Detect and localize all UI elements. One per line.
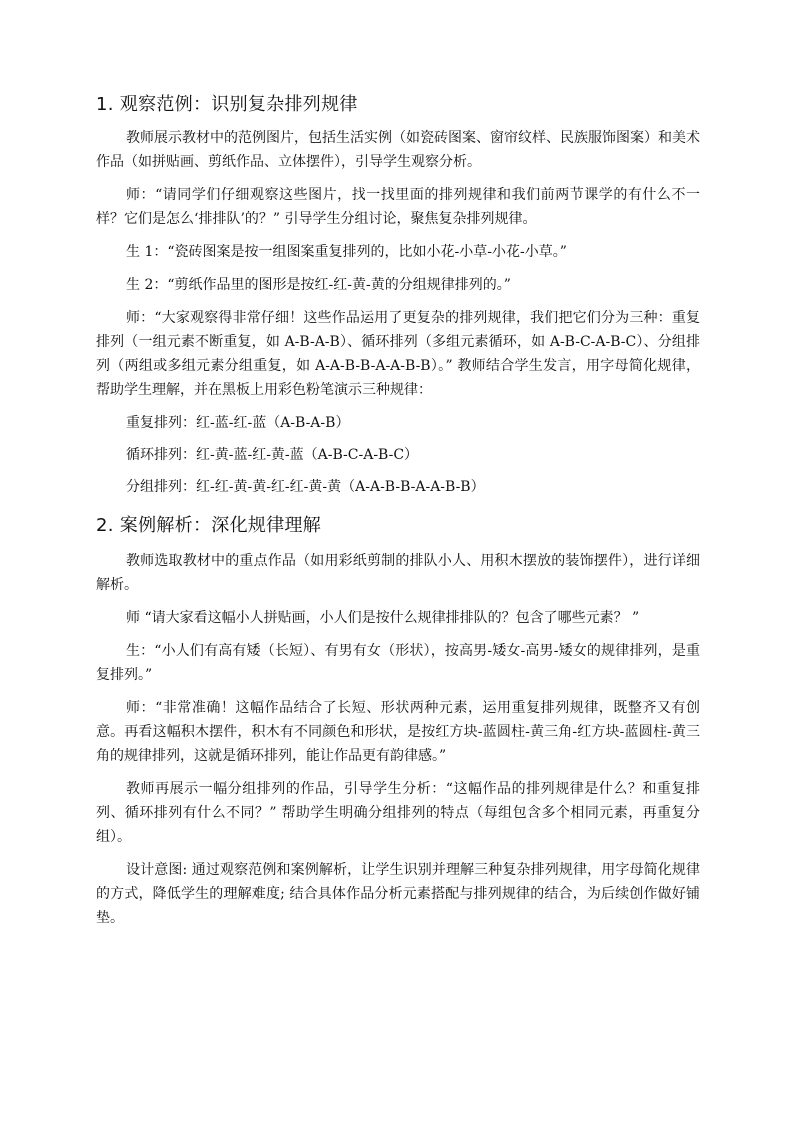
paragraph: 师：“非常准确！这幅作品结合了长短、形状两种元素，运用重复排列规律，既整齐又有创意。再看这幅积木摆件，积木有不同颜色和形状，是按红方块-蓝圆柱-黄三角-红方块-蓝圆柱-黄三角的规律排列，这就是循环排列，能让作品更有韵律感。” [96, 700, 700, 764]
rule-group: 分组排列：红-红-黄-黄-红-红-黄-黄（A-A-B-B-A-A-B-B） [126, 479, 485, 495]
section-1-title: 1. 观察范例：识别复杂排列规律 [96, 94, 358, 115]
document-page [96, 92, 700, 939]
rule-cycle: 循环排列：红-黄-蓝-红-黄-蓝（A-B-C-A-B-C） [126, 447, 419, 463]
design-intent-paragraph: 设计意图: 通过观察范例和案例解析，让学生识别并理解三种复杂排列规律，用字母简化规律的方式，降低学生的理解难度; 结合具体作品分析元素搭配与排列规律的结合，为后续创作做好铺垫。 [96, 862, 700, 926]
paragraph: 生 1：“瓷砖图案是按一组图案重复排列的，比如小花-小草-小花-小草。” [126, 244, 567, 260]
paragraph: 生：“小人们有高有矮（长短）、有男有女（形状），按高男-矮女-高男-矮女的规律排列，是重复排列。” [96, 643, 700, 683]
rule-repeat: 重复排列：红-蓝-红-蓝（A-B-A-B） [126, 415, 350, 431]
paragraph: 教师选取教材中的重点作品（如用彩纸剪制的排队小人、用积木摆放的装饰摆件），进行详细解析。 [96, 553, 700, 593]
paragraph: 师 “请大家看这幅小人拼贴画，小人们是按什么规律排排队的？包含了哪些元素？ ” [126, 610, 640, 626]
paragraph: 教师展示教材中的范例图片，包括生活实例（如瓷砖图案、窗帘纹样、民族服饰图案）和美术作品（如拼贴画、剪纸作品、立体摆件），引导学生观察分析。 [96, 130, 700, 170]
paragraph: 师：“大家观察得非常仔细！这些作品运用了更复杂的排列规律，我们把它们分为三种：重复排列（一组元素不断重复，如 A-B-A-B）、循环排列（多组元素循环，如 A-B-C-A-B-C）、分组排列（两组或多组元素分组重复，如 A-A-B-B-A-A-B-B）。” 教师结合学生发言，用字母简化规律，帮助学生理解，并在黑板上用彩色粉笔演示三种规律： [96, 310, 700, 398]
paragraph: 生 2：“剪纸作品里的图形是按红-红-黄-黄的分组规律排列的。” [126, 277, 511, 293]
paragraph: 教师再展示一幅分组排列的作品，引导学生分析：“这幅作品的排列规律是什么？和重复排列、循环排列有什么不同？” 帮助学生明确分组排列的特点（每组包含多个相同元素，再重复分组）。 [96, 781, 700, 845]
section-2-title: 2. 案例解析：深化规律理解 [96, 515, 322, 536]
paragraph: 师：“请同学们仔细观察这些图片，找一找里面的排列规律和我们前两节课学的有什么不一样？它们是怎么‘排排队’的？” 引导学生分组讨论，聚焦复杂排列规律。 [96, 187, 700, 227]
